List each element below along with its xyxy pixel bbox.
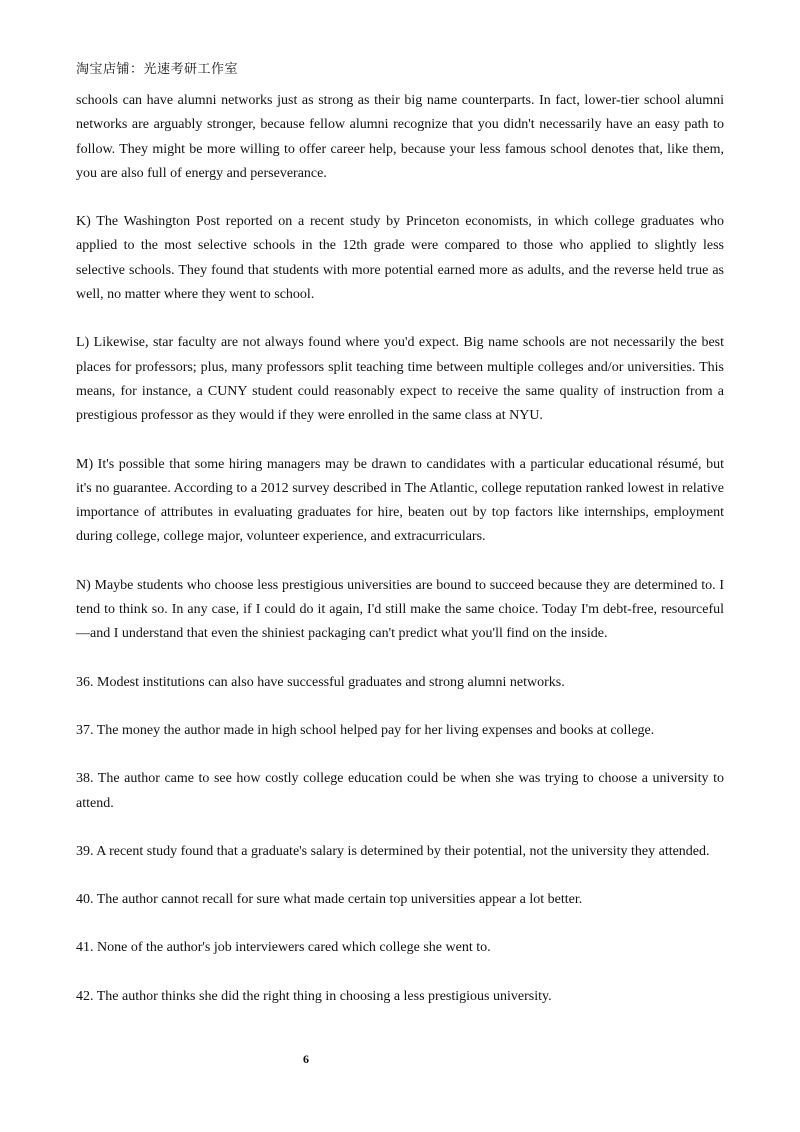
page-header: 淘宝店铺：光速考研工作室 <box>76 62 239 77</box>
question-40: 40. The author cannot recall for sure what made certain top universities appear a lot better. <box>76 892 583 908</box>
paragraph-l: L) Likewise, star faculty are not always found where you'd expect. Big name schools are not necessarily the best places for professors; plus, many professors split teaching time between multiple colleges and/or universities. This means, for instance, a CUNY student could reasonably expect to receive the same quality of instruction from a prestigious professor as they would if they were enrolled in the same class at NYU. <box>76 335 724 424</box>
paragraph-n: N) Maybe students who choose less prestigious universities are bound to succeed because they are determined to. I tend to think so. In any case, if I could do it again, I'd still make the same choice. Today I'm debt-free, resourceful—and I understand that even the shiniest packaging can't predict what you'll find on the inside. <box>76 577 724 642</box>
question-42: 42. The author thinks she did the right thing in choosing a less prestigious university. <box>76 988 552 1004</box>
document-body <box>76 89 724 1033</box>
question-37: 37. The money the author made in high school helped pay for her living expenses and books at college. <box>76 722 655 738</box>
page-number: 6 <box>303 1052 309 1066</box>
question-38: 38. The author came to see how costly college education could be when she was trying to choose a university to attend. <box>76 771 724 811</box>
paragraph-j-continued: schools can have alumni networks just as strong as their big name counterparts. In fact, lower-tier school alumni networks are arguably stronger, because fellow alumni recognize that you didn't necessarily have an easy path to follow. They might be more willing to offer career help, because your less famous school denotes that, like them, you are also full of energy and perseverance. <box>76 93 724 181</box>
paragraph-m: M) It's possible that some hiring managers may be drawn to candidates with a particular educational résumé, but it's no guarantee. According to a 2012 survey described in The Atlantic, college reputation ranked lowest in relative importance of attributes in evaluating graduates for hire, beaten out by top factors like internships, employment during college, college major, volunteer experience, and extracurriculars. <box>76 456 724 545</box>
question-41: 41. None of the author's job interviewers cared which college she went to. <box>76 940 491 956</box>
question-39: 39. A recent study found that a graduate's salary is determined by their potential, not the university they attended. <box>76 843 710 859</box>
question-36: 36. Modest institutions can also have successful graduates and strong alumni networks. <box>76 674 565 690</box>
paragraph-k: K) The Washington Post reported on a recent study by Princeton economists, in which college graduates who applied to the most selective schools in the 12th grade were compared to those who applied to slightly less selective schools. They found that students with more potential earned more as adults, and the reverse held true as well, no matter where they went to school. <box>76 214 724 303</box>
